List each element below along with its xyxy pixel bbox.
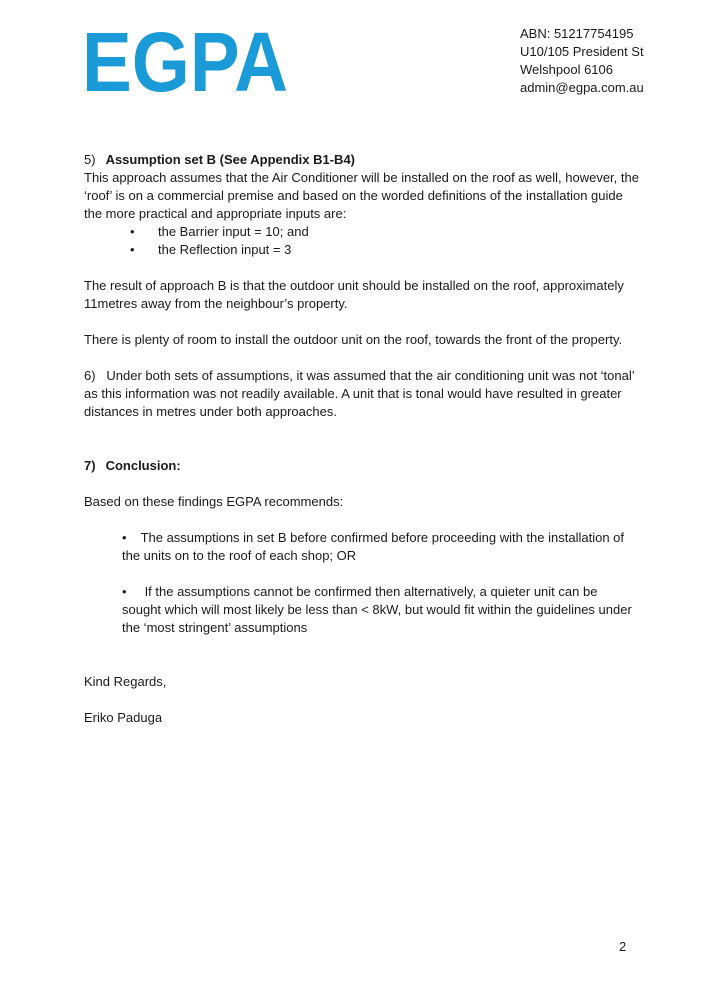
company-address bbox=[520, 25, 644, 97]
section-5-title: Assumption set B (See Appendix B1-B4) bbox=[105, 152, 356, 167]
section-7-title: Conclusion: bbox=[105, 458, 181, 473]
bullet-icon: • bbox=[130, 242, 135, 257]
recommendation-2 bbox=[84, 583, 632, 637]
egpa-logo bbox=[82, 15, 290, 109]
closing-regards: Kind Regards, bbox=[84, 674, 167, 689]
section-5-heading bbox=[84, 151, 644, 169]
list-item bbox=[84, 241, 644, 259]
abn-line: ABN: 51217754195 bbox=[520, 26, 634, 41]
recommendation-text: If the assumptions cannot be confirmed then alternatively, a quieter unit can be sought which will most likely be less than < 8kW, but would fit within the guidelines under the ‘most stringent’ assumptions bbox=[122, 584, 632, 635]
section-7-number: 7) bbox=[84, 458, 96, 473]
egpa-logo-graphic bbox=[82, 15, 290, 109]
section-6-paragraph bbox=[84, 367, 644, 421]
bullet-text: the Reflection input = 3 bbox=[158, 242, 292, 257]
bullet-text: the Barrier input = 10; and bbox=[158, 224, 309, 239]
bullet-icon: • bbox=[122, 584, 127, 599]
section-5-body: This approach assumes that the Air Conditioner will be installed on the roof as well, however, the ‘roof’ is on a commercial premise and based on the worded definitions of the installation guide the more practical and appropriate inputs are: bbox=[84, 170, 639, 221]
bullet-icon: • bbox=[130, 224, 135, 239]
section-6-number: 6) bbox=[84, 368, 96, 383]
signatory-name: Eriko Paduga bbox=[84, 710, 163, 725]
street-line: U10/105 President St bbox=[520, 44, 644, 59]
list-item bbox=[84, 223, 644, 241]
email-line: admin@egpa.com.au bbox=[520, 80, 644, 95]
section-6-body: Under both sets of assumptions, it was assumed that the air conditioning unit was not ‘tonal’ as this information was not readily available. A unit that is tonal would have resulted in greater distances in metres under both approaches. bbox=[84, 368, 635, 419]
bullet-icon: • bbox=[122, 530, 127, 545]
recommendation-text: The assumptions in set B before confirmed before proceeding with the installation of the units on to the roof of each shop; OR bbox=[122, 530, 624, 563]
letter-body bbox=[84, 151, 644, 727]
room-paragraph: There is plenty of room to install the outdoor unit on the roof, towards the front of the property. bbox=[84, 332, 623, 347]
section-7-heading bbox=[84, 457, 644, 475]
page-number: 2 bbox=[619, 939, 627, 954]
conclusion-intro: Based on these findings EGPA recommends: bbox=[84, 494, 344, 509]
inputs-list bbox=[84, 223, 644, 259]
suburb-line: Welshpool 6106 bbox=[520, 62, 613, 77]
section-5-number: 5) bbox=[84, 152, 96, 167]
result-paragraph: The result of approach B is that the outdoor unit should be installed on the roof, approximately 11metres away from the neighbour’s property. bbox=[84, 278, 624, 311]
recommendation-1 bbox=[84, 529, 632, 565]
egpa-logo-text: EGPA bbox=[82, 15, 288, 109]
